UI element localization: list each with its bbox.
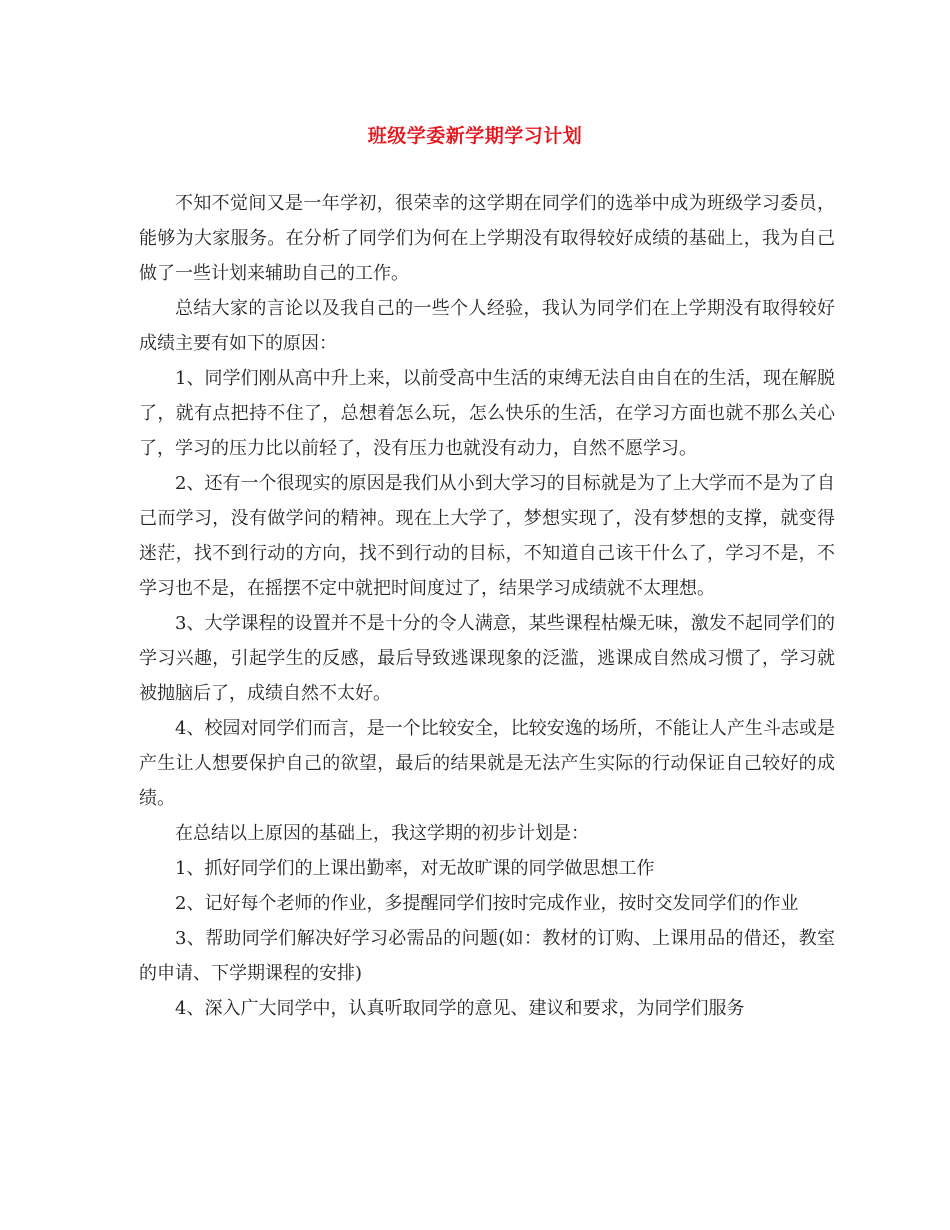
document-body: [139, 186, 835, 1026]
paragraph-plan-3: 3、帮助同学们解决好学习必需品的问题(如：教材的订购、上课用品的借还，教室的申请、下学期课程的安排): [139, 928, 835, 984]
paragraph-summary: 总结大家的言论以及我自己的一些个人经验，我认为同学们在上学期没有取得较好成绩主要有如下的原因：: [139, 298, 835, 354]
paragraph-reason-2: 2、还有一个很现实的原因是我们从小到大学习的目标就是为了上大学而不是为了自己而学习，没有做学问的精神。现在上大学了，梦想实现了，没有梦想的支撑，就变得迷茫，找不到行动的方向，找不到行动的目标，不知道自己该干什么了，学习不是，不学习也不是，在摇摆不定中就把时间度过了，结果学习成绩就不太理想。: [139, 473, 835, 599]
paragraph-intro: 不知不觉间又是一年学初，很荣幸的这学期在同学们的选举中成为班级学习委员，能够为大家服务。在分析了同学们为何在上学期没有取得较好成绩的基础上，我为自己做了一些计划来辅助自己的工作。: [139, 193, 835, 284]
paragraph-plan-1: 1、抓好同学们的上课出勤率，对无故旷课的同学做思想工作: [175, 858, 655, 879]
paragraph-plan-intro: 在总结以上原因的基础上，我这学期的初步计划是：: [175, 823, 589, 844]
paragraph-reason-4: 4、校园对同学们而言，是一个比较安全，比较安逸的场所，不能让人产生斗志或是产生让人想要保护自己的欲望，最后的结果就是无法产生实际的行动保证自己较好的成绩。: [139, 718, 835, 809]
paragraph-reason-1: 1、同学们刚从高中升上来，以前受高中生活的束缚无法自由自在的生活，现在解脱了，就有点把持不住了，总想着怎么玩，怎么快乐的生活，在学习方面也就不那么关心了，学习的压力比以前轻了，没有压力也就没有动力，自然不愿学习。: [139, 368, 835, 459]
paragraph-reason-3: 3、大学课程的设置并不是十分的令人满意，某些课程枯燥无味，激发不起同学们的学习兴趣，引起学生的反感，最后导致逃课现象的泛滥，逃课成自然成习惯了，学习就被抛脑后了，成绩自然不太好。: [139, 613, 835, 704]
paragraph-plan-4: 4、深入广大同学中，认真听取同学的意见、建议和要求，为同学们服务: [175, 998, 745, 1019]
document-title: 班级学委新学期学习计划: [367, 125, 583, 147]
paragraph-plan-2: 2、记好每个老师的作业，多提醒同学们按时完成作业，按时交发同学们的作业: [175, 893, 799, 914]
